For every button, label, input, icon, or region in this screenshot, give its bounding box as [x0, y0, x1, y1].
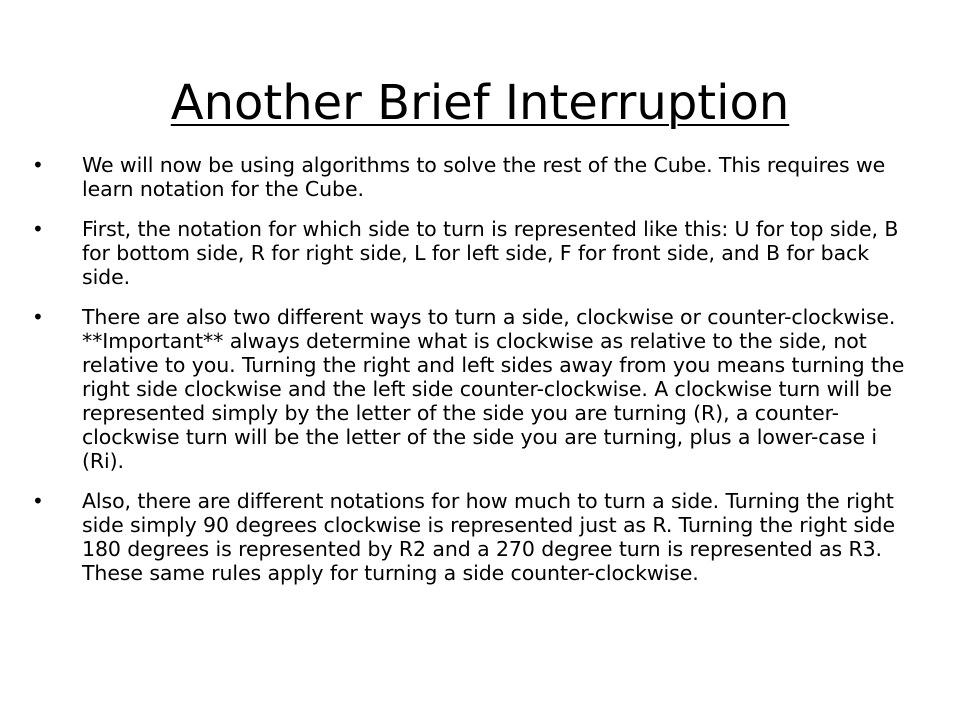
bullet-item: • We will now be using algorithms to solve the rest of the Cube. This requires we learn notation for the Cube. — [82, 153, 922, 201]
bullet-list — [82, 153, 922, 601]
bullet-item: • Also, there are different notations for how much to turn a side. Turning the right side simply 90 degrees clockwise is represented just as R. Turning the right side 180 degrees is represented by R2 and a 270 degree turn is represented as R3. These same rules apply for turning a side counter-clockwise. — [82, 489, 922, 585]
bullet-item: • First, the notation for which side to turn is represented like this: U for top side, B for bottom side, R for right side, L for left side, F for front side, and B for back side. — [82, 217, 922, 289]
bullet-item: • There are also two different ways to turn a side, clockwise or counter-clockwise. **Important** always determine what is clockwise as relative to the side, not relative to you. Turning the right and left sides away from you means turning the right side clockwise and the left side counter-clockwise. A clockwise turn will be represented simply by the letter of the side you are turning (R), a counter-clockwise turn will be the letter of the side you are turning, plus a lower-case i (Ri). — [82, 305, 922, 473]
slide-title: Another Brief Interruption — [170, 75, 790, 131]
